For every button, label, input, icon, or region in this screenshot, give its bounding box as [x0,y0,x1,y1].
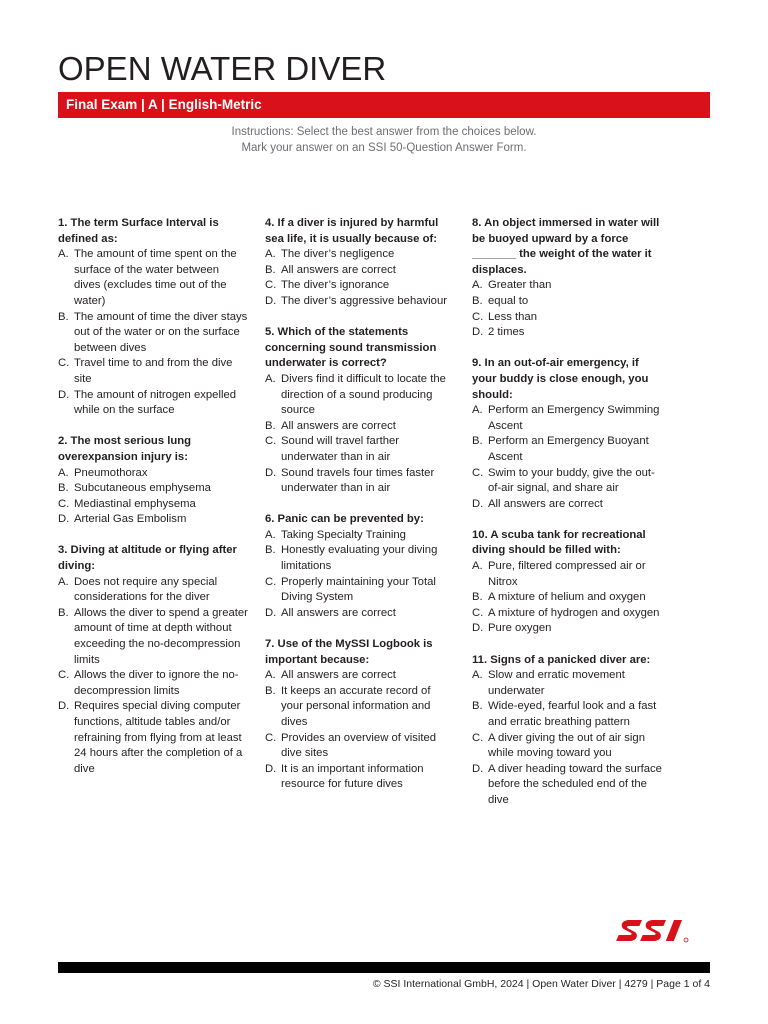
answer-option [472,699,662,730]
option-text: Sound travels four times faster underwater than in air [281,466,435,495]
option-text: All answers are correct [281,669,396,682]
question-block [472,528,662,637]
question-text: 8. An object immersed in water will be buoyed upward by a force _______ the weight of the water it displaces. [472,217,660,276]
option-text: A diver heading toward the surface before the scheduled end of the dive [488,762,662,806]
option-text: Subcutaneous emphysema [74,482,211,495]
option-letter: B. [58,310,69,323]
option-letter: A. [265,528,276,541]
option-letter: A. [265,248,276,261]
question-block [472,216,662,341]
answer-option [472,325,662,341]
option-letter: C. [58,669,70,682]
question-block [265,325,455,497]
answer-option [265,606,455,622]
option-text: The amount of time the diver stays out of the water or on the surface between dives [74,310,248,354]
option-letter: A. [472,669,483,682]
option-text: Does not require any special considerations for the diver [74,575,218,604]
question-text: 10. A scuba tank for recreational diving should be filled with: [472,528,646,557]
answer-option [265,543,455,574]
option-text: Greater than [488,279,552,292]
option-letter: A. [472,404,483,417]
option-text: The diver’s aggressive behaviour [281,294,447,307]
exam-subtitle: Final Exam | A | English-Metric [66,97,262,112]
option-letter: A. [58,466,69,479]
option-letter: B. [265,544,276,557]
question-block [58,543,248,777]
answer-option [265,575,455,606]
option-letter: B. [58,606,69,619]
footer-text: © SSI International GmbH, 2024 | Open Water Diver | 4279 | Page 1 of 4 [372,978,710,990]
answer-option [265,434,455,465]
option-text: Wide-eyed, fearful look and a fast and erratic breathing pattern [488,700,657,728]
question-column-3 [472,216,662,824]
answer-option [472,559,662,590]
option-letter: C. [265,435,277,448]
question-text: 3. Diving at altitude or flying after diving: [58,544,237,573]
question-text: 5. Which of the statements concerning sound transmission underwater is correct? [265,326,437,370]
option-letter: C. [265,279,277,292]
answer-option [58,388,248,419]
question-text: 7. Use of the MySSI Logbook is important because: [265,638,433,666]
option-letter: A. [58,248,69,261]
question-block [265,216,455,310]
option-letter: D. [472,622,484,635]
question-block [58,434,248,528]
option-text: Travel time to and from the dive site [74,357,233,385]
answer-option [58,497,248,513]
answer-option [58,699,248,777]
option-text: Mediastinal emphysema [74,497,196,510]
option-letter: D. [58,513,70,526]
option-letter: A. [472,279,483,292]
question-text: 2. The most serious lung overexpansion injury is: [58,435,192,463]
answer-option [472,606,662,622]
option-letter: D. [472,497,484,510]
option-text: Taking Specialty Training [281,528,406,541]
option-letter: D. [58,388,70,401]
option-text: The amount of time spent on the surface of the water between dives (excludes time out of the water) [74,248,237,307]
question-text: 11. Signs of a panicked diver are: [472,653,651,666]
answer-option [265,294,455,310]
answer-option [58,310,248,357]
option-text: equal to [488,294,529,307]
answer-option [472,434,662,465]
option-text: Allows the diver to spend a greater amount of time at depth without exceeding the no-decompression limits [74,606,248,666]
answer-option [265,263,455,279]
answer-option [265,419,455,435]
option-text: The diver’s negligence [281,248,395,261]
option-letter: D. [58,700,70,713]
option-letter: D. [472,326,484,339]
answer-option [265,528,455,544]
answer-option [472,668,662,699]
question-block [265,512,455,621]
option-text: Divers find it difficult to locate the direction of a sound producing source [281,372,446,417]
option-letter: D. [265,606,277,619]
option-letter: B. [265,419,276,432]
question-column-2 [265,216,455,809]
option-letter: D. [265,762,277,775]
option-letter: A. [472,560,483,573]
option-text: It is an important information resource for future dives [281,762,424,791]
answer-option [58,606,248,668]
answer-option [265,684,455,731]
option-text: All answers are correct [281,263,396,276]
option-text: Pure oxygen [488,622,552,635]
option-letter: C. [58,357,70,370]
question-text: 6. Panic can be prevented by: [265,513,424,526]
question-text: 4. If a diver is injured by harmful sea life, it is usually because of: [265,217,439,245]
option-letter: B. [265,684,276,697]
instructions-line-1: Instructions: Select the best answer from the choices below. [231,126,537,138]
option-text: Allows the diver to ignore the no-decompression limits [74,669,239,697]
answer-option [265,731,455,762]
option-letter: C. [265,575,277,588]
option-text: It keeps an accurate record of your personal information and dives [281,684,431,728]
answer-option [472,621,662,637]
answer-option [58,512,248,528]
option-letter: B. [58,482,69,495]
option-text: Arterial Gas Embolism [74,513,187,526]
option-letter: C. [472,466,484,479]
option-text: Pure, filtered compressed air or Nitrox [488,560,646,588]
question-block [472,653,662,809]
question-block [58,216,248,419]
instructions [58,124,710,156]
answer-option [265,372,455,419]
page-title: OPEN WATER DIVER [58,50,387,87]
question-block [265,637,455,793]
answer-option [472,731,662,762]
option-letter: B. [472,294,483,307]
option-letter: C. [472,731,484,744]
ssi-logo-mark [616,920,688,942]
option-text: Provides an overview of visited dive sites [281,731,437,760]
option-letter: B. [472,591,483,604]
answer-option [58,575,248,606]
option-letter: B. [472,700,483,713]
option-letter: A. [265,372,276,385]
option-letter: B. [472,435,483,448]
option-text: The diver’s ignorance [281,279,390,292]
answer-option [265,466,455,497]
answer-option [472,590,662,606]
answer-option [472,294,662,310]
footer-bar [58,962,710,973]
option-text: Swim to your buddy, give the out-of-air signal, and share air [488,466,655,495]
answer-option [472,403,662,434]
option-text: All answers are correct [281,606,396,619]
answer-option [472,310,662,326]
answer-option [472,278,662,294]
option-text: All answers are correct [488,497,603,510]
option-text: Requires special diving computer functions, altitude tables and/or refraining from flying from at least 24 hours after the completion of a dive [74,700,243,775]
answer-option [58,668,248,699]
question-text: 1. The term Surface Interval is defined as: [58,217,219,245]
option-letter: C. [58,497,70,510]
option-text: The amount of nitrogen expelled while on the surface [74,388,237,417]
option-letter: C. [265,731,277,744]
question-block [472,356,662,512]
option-letter: B. [265,263,276,276]
option-text: Perform an Emergency Swimming Ascent [488,404,660,432]
exam-header-bar [58,92,710,118]
option-text: Less than [488,310,537,323]
answer-option [472,762,662,809]
option-letter: D. [472,762,484,775]
option-text: A diver giving the out of air sign while moving toward you [488,731,645,760]
option-text: A mixture of hydrogen and oxygen [488,606,660,619]
answer-option [58,466,248,482]
option-letter: A. [58,575,69,588]
ssi-logo [612,914,698,954]
option-text: Properly maintaining your Total Diving System [281,575,436,604]
option-letter: A. [265,669,276,682]
answer-option [58,247,248,309]
answer-option [58,356,248,387]
answer-option [265,762,455,793]
option-text: Sound will travel farther underwater than in air [281,435,400,463]
option-letter: D. [265,466,277,479]
option-letter: C. [472,310,484,323]
option-letter: D. [265,294,277,307]
question-text: 9. In an out-of-air emergency, if your buddy is close enough, you should: [472,357,649,401]
option-letter: C. [472,606,484,619]
answer-option [265,668,455,684]
question-column-1 [58,216,248,793]
option-text: Honestly evaluating your diving limitations [281,544,438,573]
answer-option [265,278,455,294]
answer-option [472,466,662,497]
option-text: Perform an Emergency Buoyant Ascent [488,435,649,463]
option-text: Slow and erratic movement underwater [488,669,625,697]
option-text: Pneumothorax [74,466,148,479]
answer-option [472,497,662,513]
answer-option [265,247,455,263]
answer-option [58,481,248,497]
option-text: All answers are correct [281,419,396,432]
instructions-line-2: Mark your answer on an SSI 50-Question Answer Form. [241,142,527,154]
option-text: 2 times [488,326,525,339]
option-text: A mixture of helium and oxygen [488,591,646,604]
